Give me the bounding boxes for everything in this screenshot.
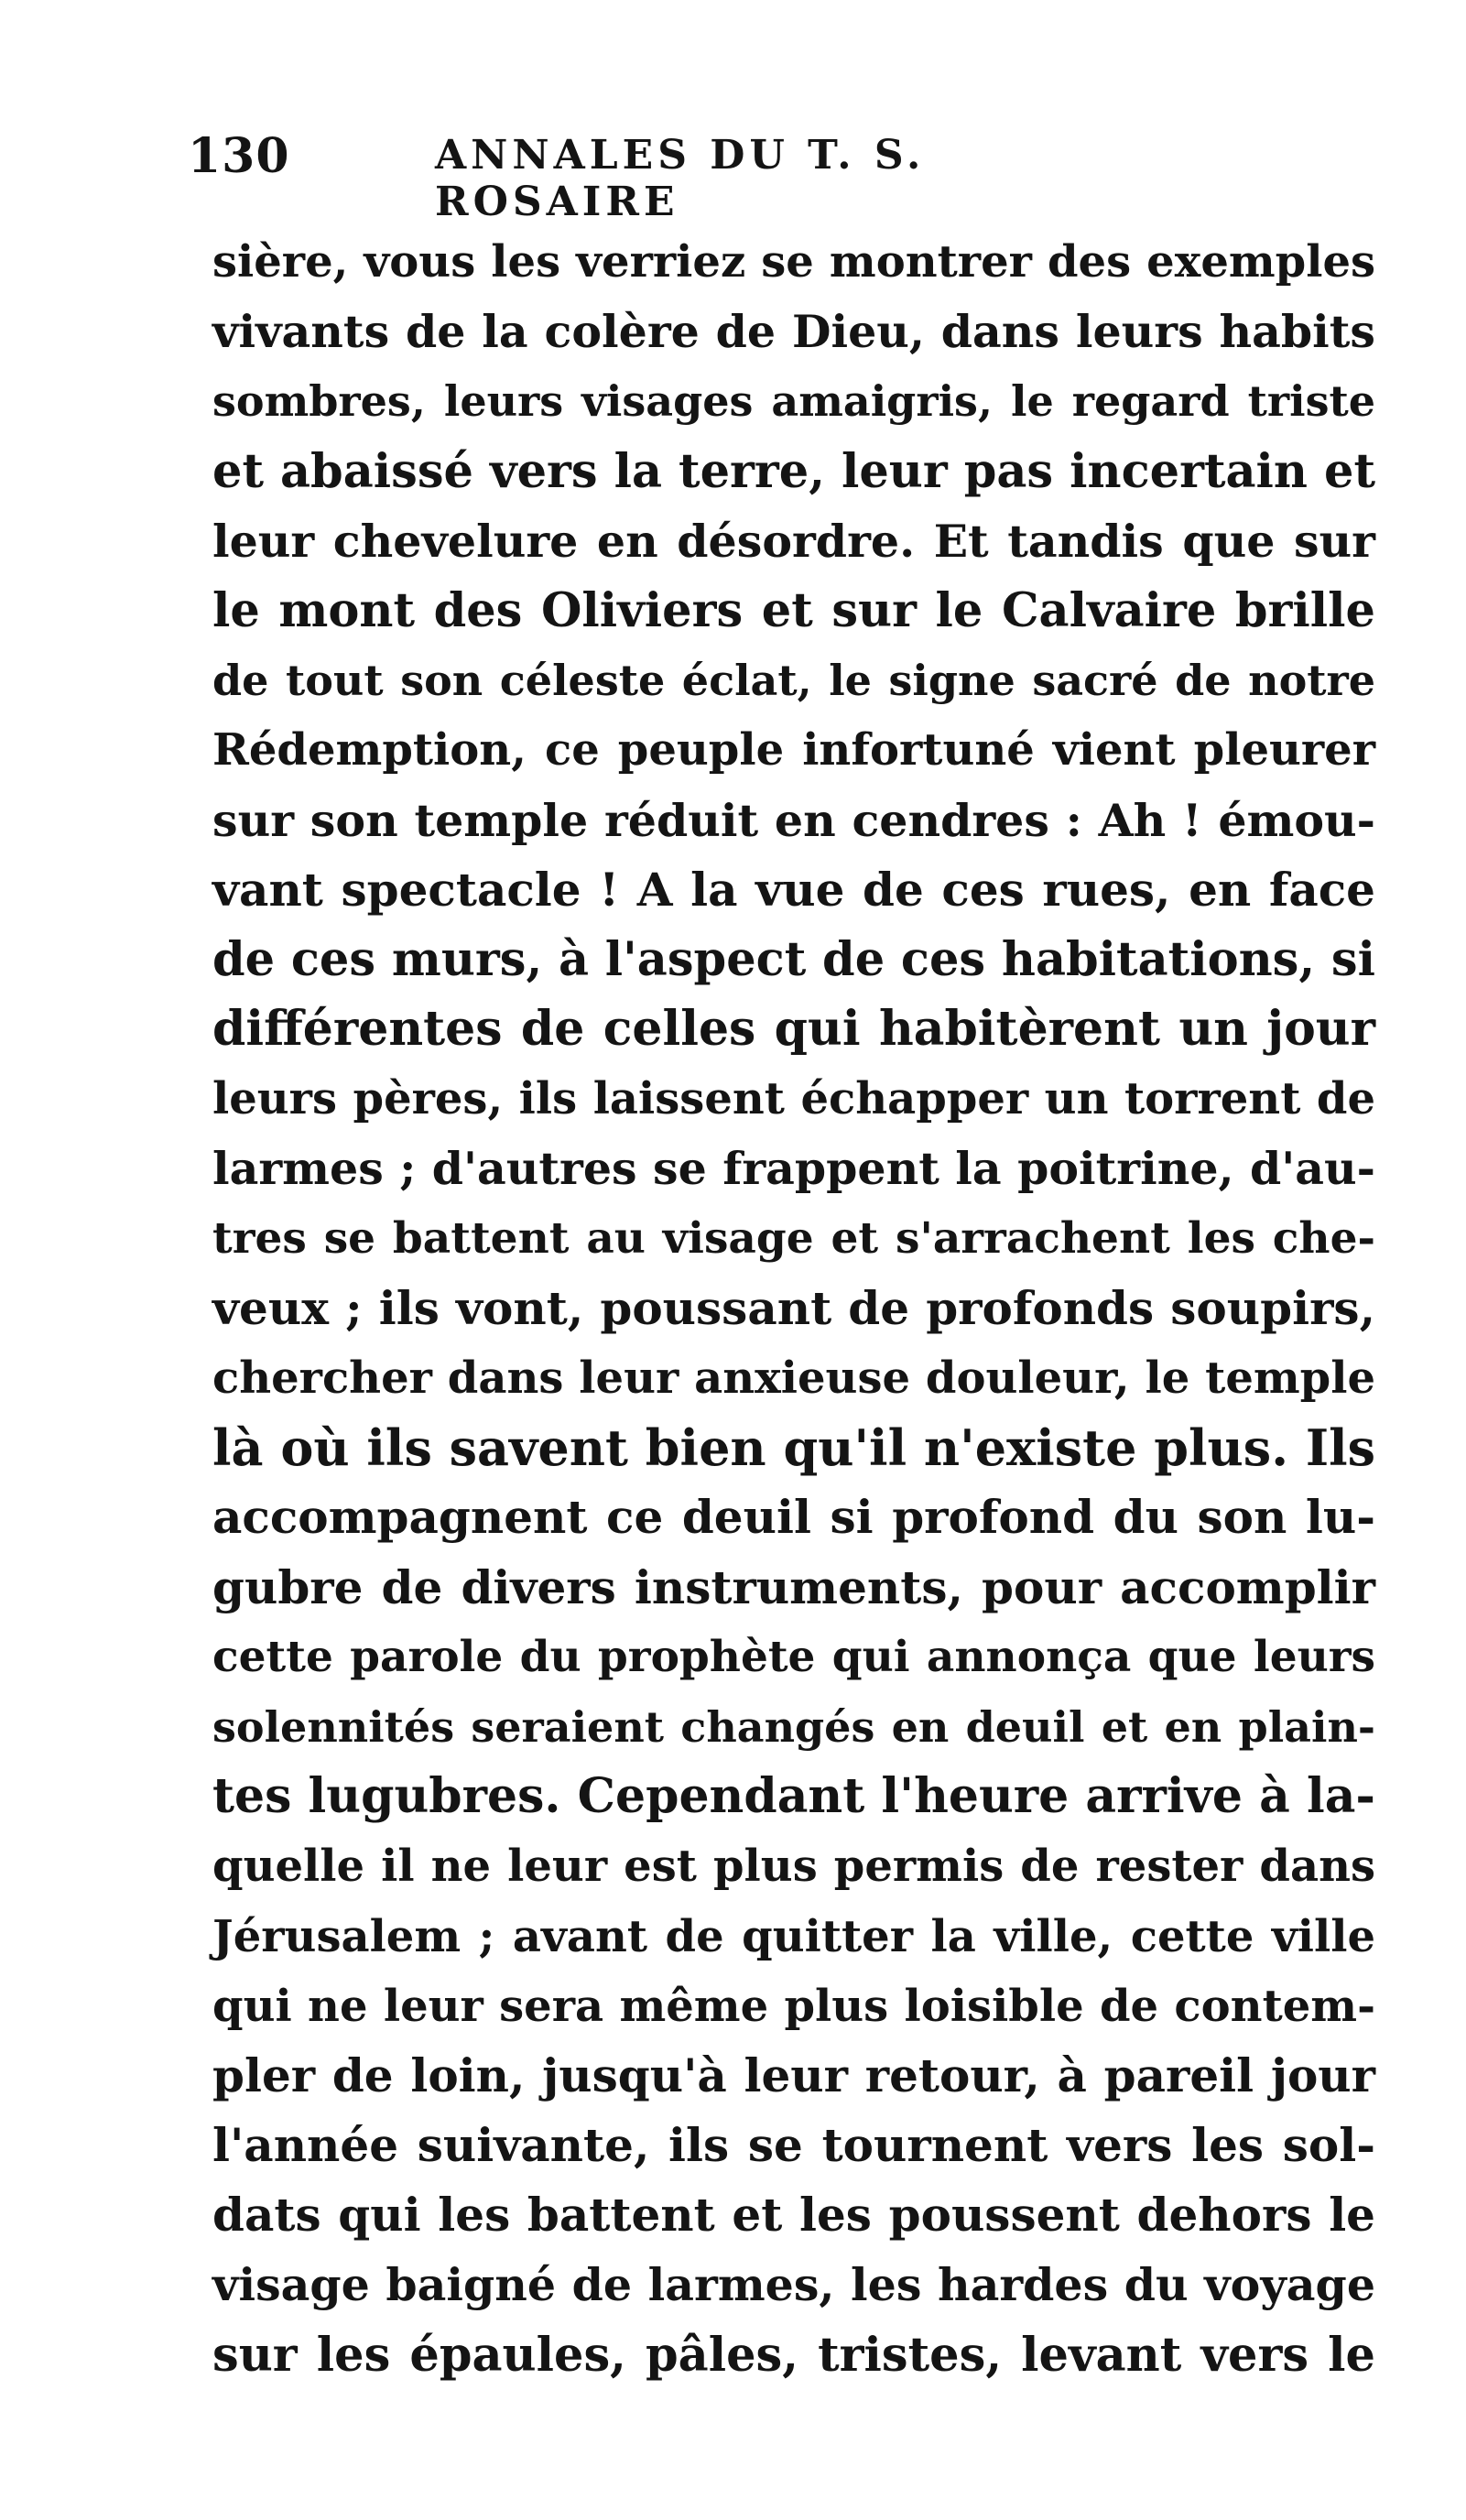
text-line: sur son temple réduit en cendres : Ah ! émou- bbox=[212, 793, 1375, 847]
text-line: chercher dans leur anxieuse douleur, le temple bbox=[212, 1352, 1375, 1404]
text-line: vivants de la colère de Dieu, dans leurs habits bbox=[212, 305, 1375, 359]
text-line: qui ne leur sera même plus loisible de contem- bbox=[212, 1980, 1375, 2032]
page-header bbox=[188, 128, 1131, 225]
text-line: tres se battent au visage et s'arrachent les che- bbox=[212, 1212, 1375, 1264]
text-line: pler de loin, jusqu'à leur retour, à pareil jour bbox=[212, 2048, 1375, 2102]
text-line: là où ils savent bien qu'il n'existe plus. Ils bbox=[212, 1418, 1375, 1478]
text-line: visage baigné de larmes, les hardes du voyage bbox=[212, 2258, 1375, 2312]
text-line: sombres, leurs visages amaigris, le regard triste bbox=[212, 376, 1375, 427]
text-line: l'année suivante, ils se tournent vers les sol- bbox=[212, 2118, 1375, 2173]
text-line: sur les épaules, pâles, tristes, levant vers le bbox=[212, 2327, 1375, 2383]
text-line: différentes de celles qui habitèrent un jour bbox=[212, 1001, 1375, 1058]
text-line: solennités seraient changés en deuil et en plain- bbox=[212, 1701, 1375, 1752]
text-line: dats qui les battent et les poussent dehors le bbox=[212, 2188, 1375, 2243]
text-line: sière, vous les verriez se montrer des exemples bbox=[212, 236, 1375, 288]
text-line: tes lugubres. Cependant l'heure arrive à la- bbox=[212, 1768, 1375, 1825]
text-line: cette parole du prophète qui annonça que leurs bbox=[212, 1631, 1375, 1682]
text-line: veux ; ils vont, poussant de profonds soupirs, bbox=[212, 1280, 1375, 1335]
text-line: le mont des Oliviers et sur le Calvaire brille bbox=[212, 582, 1375, 638]
text-line: de tout son céleste éclat, le signe sacré de notre bbox=[212, 656, 1375, 706]
text-line: accompagnent ce deuil si profond du son lu- bbox=[212, 1490, 1375, 1545]
text-line: larmes ; d'autres se frappent la poitrine, d'au- bbox=[212, 1142, 1375, 1196]
running-title: ANNALES DU T. S. ROSAIRE bbox=[435, 132, 926, 225]
text-line: de ces murs, à l'aspect de ces habitations, si bbox=[212, 931, 1375, 987]
text-line: gubre de divers instruments, pour accomplir bbox=[212, 1559, 1375, 1614]
page-number: 130 bbox=[188, 128, 290, 184]
text-line: et abaissé vers la terre, leur pas incertain et bbox=[212, 443, 1375, 499]
text-line: leur chevelure en désordre. Et tandis que sur bbox=[212, 514, 1375, 568]
text-line: Rédemption, ce peuple infortuné vient pleurer bbox=[212, 724, 1375, 777]
text-line: quelle il ne leur est plus permis de rester dans bbox=[212, 1841, 1375, 1893]
text-line: Jérusalem ; avant de quitter la ville, cette ville bbox=[212, 1910, 1375, 1962]
text-line: leurs pères, ils laissent échapper un torrent de bbox=[212, 1073, 1375, 1125]
text-line: vant spectacle ! A la vue de ces rues, en face bbox=[212, 862, 1375, 917]
body-text bbox=[212, 227, 1375, 2390]
